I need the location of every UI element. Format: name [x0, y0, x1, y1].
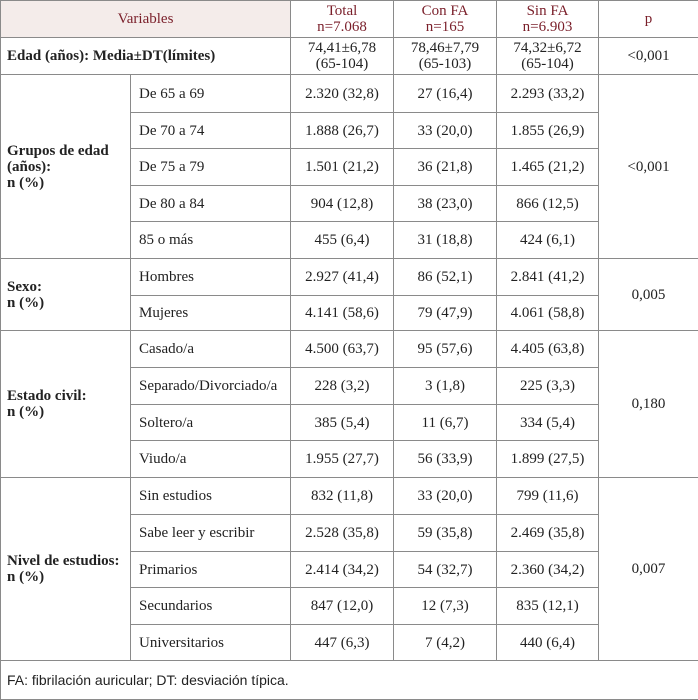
- header-total: [291, 1, 394, 38]
- group-label-line: Estado civil:: [7, 388, 87, 404]
- cell-sin-fa: 1.465 (21,2): [497, 149, 599, 186]
- row-sub-label: De 65 a 69: [131, 75, 291, 113]
- row-sub-label: De 70 a 74: [131, 113, 291, 149]
- group-label-line: Sexo:: [7, 279, 42, 295]
- group-label-nivel-estudios: [1, 478, 131, 661]
- cell-total: 385 (5,4): [291, 405, 394, 441]
- row-sub-label: Secundarios: [131, 588, 291, 625]
- cell-sin-fa: 334 (5,4): [497, 405, 599, 441]
- group-label-line: n (%): [7, 404, 44, 420]
- cell-total: 2.528 (35,8): [291, 515, 394, 552]
- cell-total: 447 (6,3): [291, 625, 394, 661]
- cell-total: 2.414 (34,2): [291, 552, 394, 588]
- cell-total: 4.141 (58,6): [291, 296, 394, 331]
- cell-total: 1.955 (27,7): [291, 441, 394, 478]
- cell-sin-fa: 225 (3,3): [497, 368, 599, 405]
- cell-con-fa: 11 (6,7): [394, 405, 497, 441]
- header-total-n: n=7.068: [317, 19, 367, 35]
- cell-sin-fa: 866 (12,5): [497, 186, 599, 222]
- group-p-nivel-estudios: 0,007: [599, 478, 698, 661]
- group-label-line: Nivel de estudios:: [7, 553, 120, 569]
- footnote: FA: fibrilación auricular; DT: desviación típica.: [1, 661, 698, 700]
- group-label-estado-civil: [1, 331, 131, 478]
- cell-sin-fa: 4.061 (58,8): [497, 296, 599, 331]
- cell-con-fa: 33 (20,0): [394, 113, 497, 149]
- row-sub-label: Primarios: [131, 552, 291, 588]
- cell-con-fa: 7 (4,2): [394, 625, 497, 661]
- row-sub-label: Sin estudios: [131, 478, 291, 515]
- group-label-line: Grupos de edad: [7, 143, 109, 159]
- row-sub-label: Soltero/a: [131, 405, 291, 441]
- group-label-grupos-edad: [1, 75, 131, 259]
- header-row: [1, 1, 698, 38]
- cell-con-fa: 95 (57,6): [394, 331, 497, 368]
- group-label-line: (años):: [7, 159, 51, 175]
- cell-total: 2.320 (32,8): [291, 75, 394, 113]
- edad-con-fa-mean: 78,46±7,79: [411, 40, 479, 56]
- edad-sin-fa: [497, 38, 599, 75]
- row-sub-label: Universitarios: [131, 625, 291, 661]
- edad-p: <0,001: [599, 38, 698, 75]
- header-sin-fa: [497, 1, 599, 38]
- cell-con-fa: 54 (32,7): [394, 552, 497, 588]
- cell-total: 1.501 (21,2): [291, 149, 394, 186]
- edad-row: [1, 38, 698, 75]
- row-sub-label: Viudo/a: [131, 441, 291, 478]
- edad-total-mean: 74,41±6,78: [308, 40, 376, 56]
- header-sin-fa-n: n=6.903: [523, 19, 573, 35]
- cell-con-fa: 36 (21,8): [394, 149, 497, 186]
- cell-con-fa: 12 (7,3): [394, 588, 497, 625]
- edad-label: Edad (años): Media±DT(límites): [1, 38, 291, 75]
- table-row: [1, 478, 698, 515]
- cell-sin-fa: 2.469 (35,8): [497, 515, 599, 552]
- group-p-estado-civil: 0,180: [599, 331, 698, 478]
- edad-sin-fa-range: (65-104): [521, 56, 574, 72]
- table-row: [1, 75, 698, 113]
- row-sub-label: 85 o más: [131, 222, 291, 259]
- cell-total: 455 (6,4): [291, 222, 394, 259]
- header-con-fa-n: n=165: [426, 19, 464, 35]
- cell-con-fa: 56 (33,9): [394, 441, 497, 478]
- group-p-sexo: 0,005: [599, 259, 698, 331]
- cell-sin-fa: 1.899 (27,5): [497, 441, 599, 478]
- cell-total: 228 (3,2): [291, 368, 394, 405]
- row-sub-label: Mujeres: [131, 296, 291, 331]
- cell-total: 4.500 (63,7): [291, 331, 394, 368]
- row-sub-label: Casado/a: [131, 331, 291, 368]
- cell-con-fa: 27 (16,4): [394, 75, 497, 113]
- cell-con-fa: 33 (20,0): [394, 478, 497, 515]
- cell-sin-fa: 424 (6,1): [497, 222, 599, 259]
- header-sin-fa-label: Sin FA: [527, 3, 569, 19]
- cell-con-fa: 38 (23,0): [394, 186, 497, 222]
- cell-sin-fa: 799 (11,6): [497, 478, 599, 515]
- cell-con-fa: 86 (52,1): [394, 259, 497, 296]
- cell-total: 904 (12,8): [291, 186, 394, 222]
- row-sub-label: De 75 a 79: [131, 149, 291, 186]
- cell-total: 832 (11,8): [291, 478, 394, 515]
- cell-sin-fa: 2.841 (41,2): [497, 259, 599, 296]
- edad-con-fa: [394, 38, 497, 75]
- header-total-label: Total: [327, 3, 358, 19]
- cell-total: 1.888 (26,7): [291, 113, 394, 149]
- cell-con-fa: 59 (35,8): [394, 515, 497, 552]
- cell-sin-fa: 2.360 (34,2): [497, 552, 599, 588]
- group-label-line: n (%): [7, 569, 44, 585]
- header-p: p: [599, 1, 698, 38]
- footnote-row: [1, 661, 698, 700]
- row-sub-label: De 80 a 84: [131, 186, 291, 222]
- header-variables: Variables: [1, 1, 291, 38]
- edad-total-range: (65-104): [316, 56, 369, 72]
- cell-sin-fa: 440 (6,4): [497, 625, 599, 661]
- edad-con-fa-range: (65-103): [419, 56, 472, 72]
- cell-sin-fa: 2.293 (33,2): [497, 75, 599, 113]
- table-row: [1, 331, 698, 368]
- row-sub-label: Separado/Divorciado/a: [131, 368, 291, 405]
- group-label-sexo: [1, 259, 131, 331]
- edad-total: [291, 38, 394, 75]
- cell-con-fa: 3 (1,8): [394, 368, 497, 405]
- cell-sin-fa: 1.855 (26,9): [497, 113, 599, 149]
- cell-total: 847 (12,0): [291, 588, 394, 625]
- cell-sin-fa: 4.405 (63,8): [497, 331, 599, 368]
- cell-total: 2.927 (41,4): [291, 259, 394, 296]
- group-label-line: n (%): [7, 175, 44, 191]
- edad-sin-fa-mean: 74,32±6,72: [513, 40, 581, 56]
- row-sub-label: Sabe leer y escribir: [131, 515, 291, 552]
- cell-sin-fa: 835 (12,1): [497, 588, 599, 625]
- header-con-fa-label: Con FA: [422, 3, 469, 19]
- cell-con-fa: 79 (47,9): [394, 296, 497, 331]
- row-sub-label: Hombres: [131, 259, 291, 296]
- cell-con-fa: 31 (18,8): [394, 222, 497, 259]
- header-con-fa: [394, 1, 497, 38]
- group-p-grupos-edad: <0,001: [599, 75, 698, 259]
- table-row: [1, 259, 698, 296]
- group-label-line: n (%): [7, 295, 44, 311]
